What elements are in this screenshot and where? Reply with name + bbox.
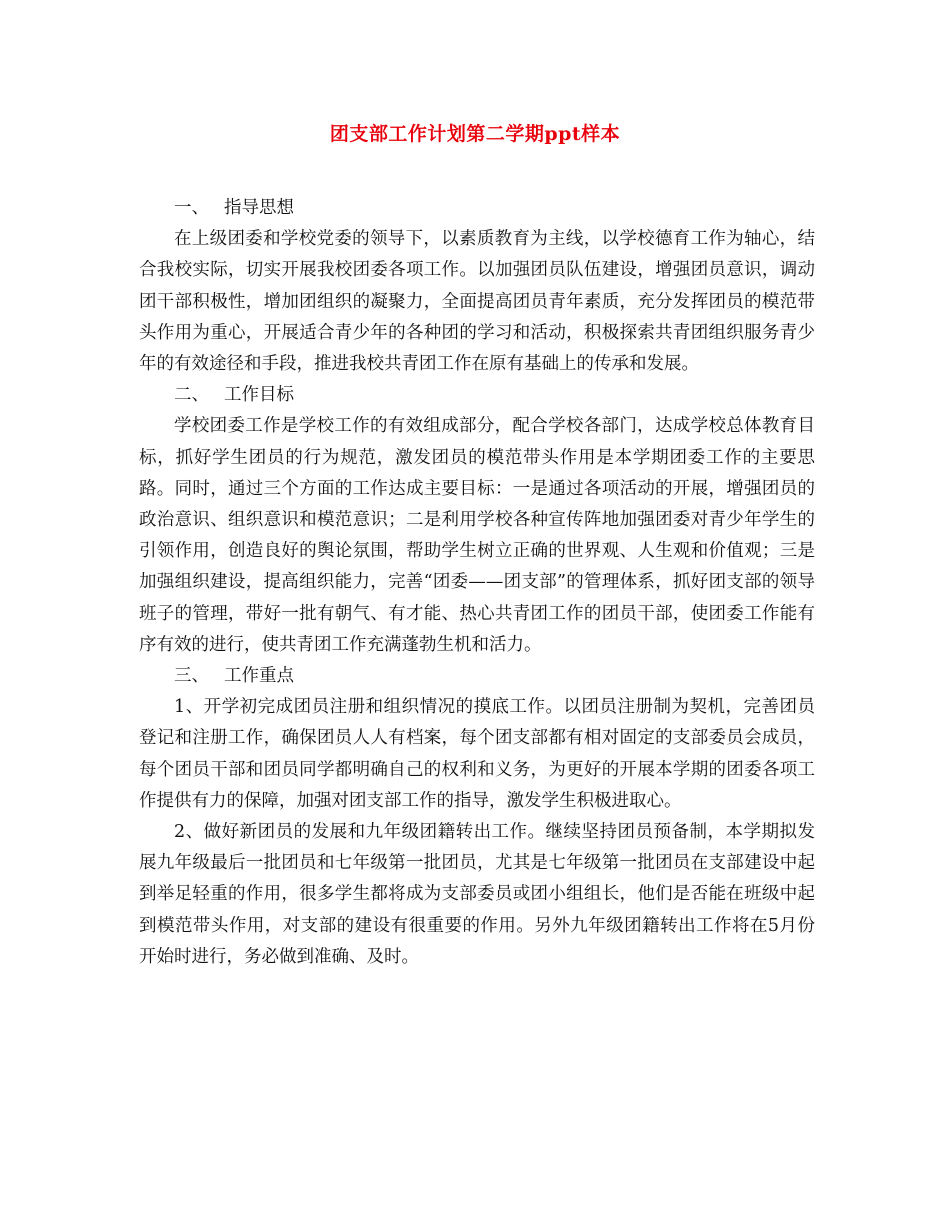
section-heading [139, 380, 815, 411]
section-number: 二、 [174, 385, 209, 406]
section-heading [139, 193, 815, 224]
section-number: 一、 [174, 198, 209, 218]
paragraph: 1、开学初完成团员注册和组织情况的摸底工作。以团员注册制为契机，完善团员登记和注册工作，确保团员人人有档案，每个团支部都有相对固定的支部委员会成员，每个团员干部和团员同学都明确自己的权利和义务，为更好的开展本学期的团委各项工作提供有力的保障，加强对团支部工作的指导，激发学生积极进取心。 [139, 697, 815, 811]
section-title: 工作重点 [224, 666, 294, 687]
paragraph: 在上级团委和学校党委的领导下，以素质教育为主线，以学校德育工作为轴心，结合我校实际，切实开展我校团委各项工作。以加强团员队伍建设，增强团员意识，调动团干部积极性，增加团组织的凝聚力，全面提高团员青年素质，充分发挥团员的模范带头作用为重心，开展适合青少年的各种团的学习和活动，积极探索共青团组织服务青少年的有效途径和手段，推进我校共青团工作在原有基础上的传承和发展。 [139, 229, 815, 375]
paragraph: 学校团委工作是学校工作的有效组成部分，配合学校各部门，达成学校总体教育目标，抓好学生团员的行为规范，激发团员的模范带头作用是本学期团委工作的主要思路。同时，通过三个方面的工作达成主要目标：一是通过各项活动的开展，增强团员的政治意识、组织意识和模范意识；二是利用学校各种宣传阵地加强团委对青少年学生的引领作用，创造良好的舆论氛围，帮助学生树立正确的世界观、人生观和价值观；三是加强组织建设，提高组织能力，完善“团委——团支部”的管理体系，抓好团支部的领导班子的管理，带好一批有朝气、有才能、热心共青团工作的团员干部，使团委工作能有序有效的进行，使共青团工作充满蓬勃生机和活力。 [139, 416, 815, 655]
document-title: 团支部工作计划第二学期ppt样本 [329, 123, 621, 145]
section-heading [139, 661, 815, 692]
section-title: 指导思想 [224, 198, 294, 218]
document-body [139, 193, 815, 973]
paragraph: 2、做好新团员的发展和九年级团籍转出工作。继续坚持团员预备制，本学期拟发展九年级最后一批团员和七年级第一批团员，尤其是七年级第一批团员在支部建设中起到举足轻重的作用，很多学生都将成为支部委员或团小组组长，他们是否能在班级中起到模范带头作用，对支部的建设有很重要的作用。另外九年级团籍转出工作将在5月份开始时进行，务必做到准确、及时。 [139, 822, 815, 967]
section-number: 三、 [174, 666, 209, 687]
section-title: 工作目标 [224, 385, 294, 406]
